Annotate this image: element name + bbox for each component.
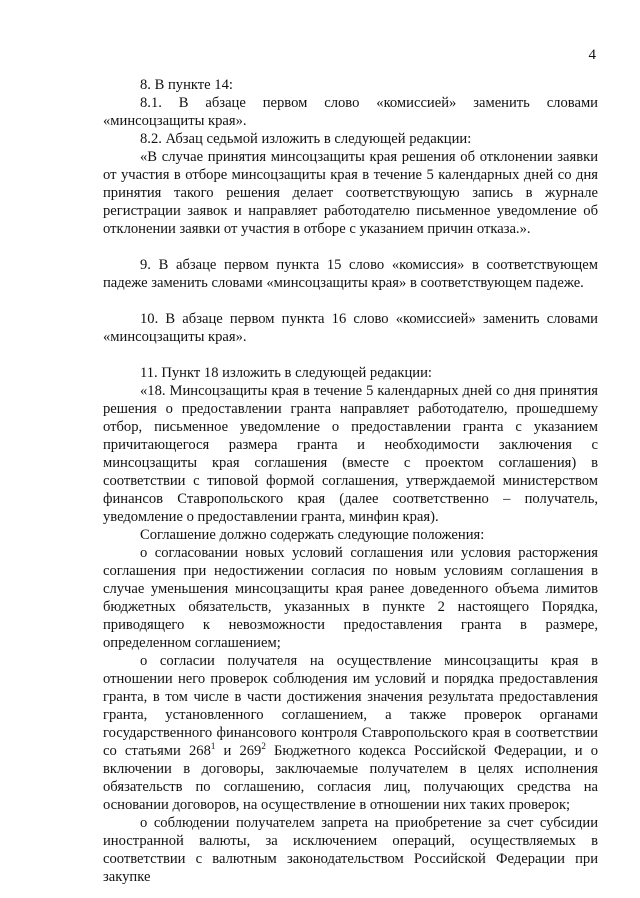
item-8-2: 8.2. Абзац седьмой изложить в следующей редакции: [140, 131, 472, 147]
provision-currency-ban: о соблюдении получателем запрета на приобретение за счет субсидии иностранной валюты, за исключением операций, осуществляемых в соответствии с валютным законодательством Российской Федерации при закупке [103, 815, 598, 885]
paragraph-gap [103, 346, 598, 364]
paragraph-gap [103, 292, 598, 310]
audit-consent-text-3: Бюджетного кодекса Российской Федерации, и о включении в договоры, заключаемые получателем в целях исполнения обязательств по соглашению, согласия лиц, получающих средства на основании договоров, на осуществление в отношении них таких проверок; [103, 743, 599, 813]
item-10: 10. В абзаце первом пункта 16 слово «комиссией» заменить словами «минсоцзащиты края». [103, 311, 598, 345]
paragraph-gap [103, 238, 598, 256]
audit-consent-text-1: о согласии получателя на осуществление минсоцзащиты края в отношении него проверок соблюдения им условий и порядка предоставления гранта, в том числе в части достижения значения результата предоставления гранта, установленного соглашением, а также проверок органами государственного финансового контроля Ставропольского края в соответствии со статьями 268 [103, 653, 598, 759]
agreement-provisions-intro: Соглашение должно содержать следующие положения: [140, 527, 485, 543]
article-superscript-2: 2 [261, 741, 266, 751]
item-8-heading: 8. В пункте 14: [140, 77, 233, 93]
audit-consent-text-2: и 269 [215, 743, 262, 759]
item-11-heading: 11. Пункт 18 изложить в следующей редакции: [140, 365, 432, 381]
page-number: 4 [588, 47, 596, 63]
item-9: 9. В абзаце первом пункта 15 слово «комиссия» в соответствующем падеже заменить словами «минсоцзащиты края» в соответствующем падеже. [103, 257, 598, 291]
item-18-quote: «18. Минсоцзащиты края в течение 5 календарных дней со дня принятия решения о предоставлении гранта направляет работодателю, прошедшему отбор, письменное уведомление о предоставлении гранта с указанием причитающегося размера гранта и необходимости заключения с минсоцзащиты края соглашения (вместе с проектом соглашения) в соответствии с типовой формой соглашения, утверждаемой министерством финансов Ставропольского края (далее соответственно – получатель, уведомление о предоставлении гранта, минфин края). [103, 383, 598, 525]
item-8-1: 8.1. В абзаце первом слово «комиссией» заменить словами «минсоцзащиты края». [103, 95, 598, 129]
provision-new-conditions: о согласовании новых условий соглашения или условия расторжения соглашения при недостижении согласия по новым условиям соглашения в случае уменьшения минсоцзащиты края ранее доведенного объема лимитов бюджетных обязательств, указанных в пункте 2 настоящего Порядка, приводящего к невозможности предоставления гранта в размере, определенном соглашением; [103, 545, 598, 651]
document-body [103, 76, 598, 886]
item-8-2-quote: «В случае принятия минсоцзащиты края решения об отклонении заявки от участия в отборе минсоцзащиты края в течение 5 календарных дней со дня принятия такого решения делает соответствующую запись в журнале регистрации заявок и направляет работодателю письменное уведомление об отклонении заявки от участия в отборе с указанием причин отказа.». [103, 149, 598, 237]
article-superscript-1: 1 [210, 741, 216, 751]
provision-audit-consent [103, 652, 598, 814]
